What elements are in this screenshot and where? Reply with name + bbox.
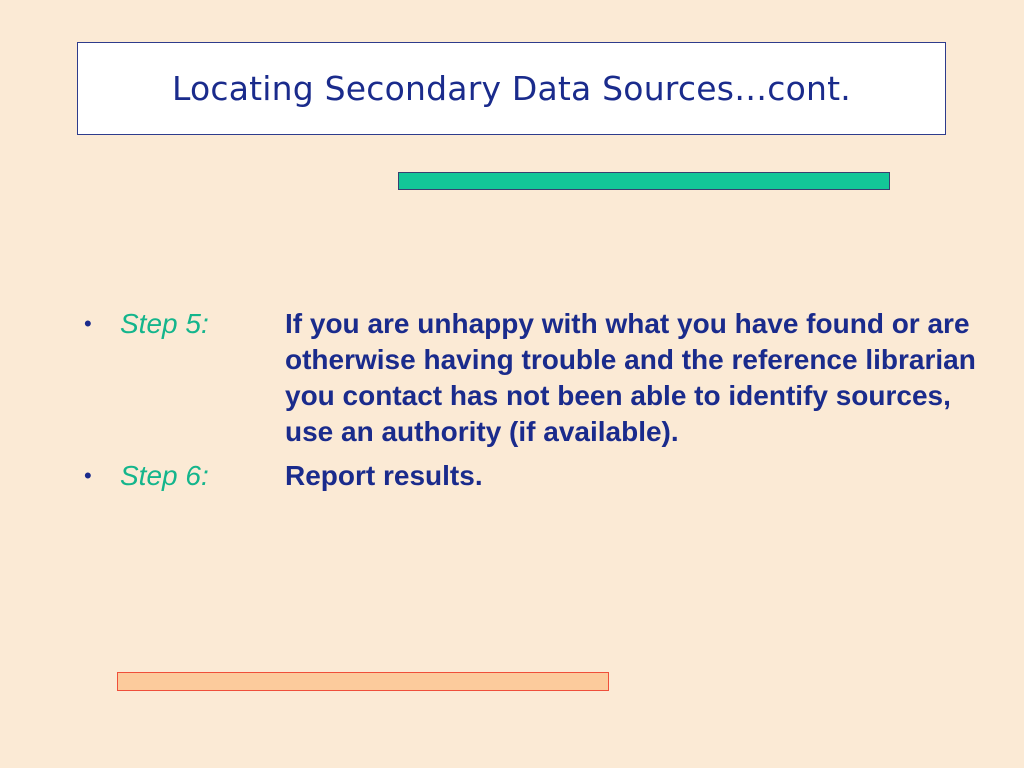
step-label: Step 6: xyxy=(120,460,209,491)
list-item xyxy=(80,458,990,494)
step-text: If you are unhappy with what you have found or are otherwise having trouble and the reference librarian you contact has not been able to identify sources, use an authority (if available). xyxy=(285,308,976,447)
decorative-bar-top xyxy=(398,172,890,190)
step-text: Report results. xyxy=(285,460,483,491)
slide-title: Locating Secondary Data Sources…cont. xyxy=(172,69,851,108)
step-label: Step 5: xyxy=(120,308,209,339)
list-item xyxy=(80,306,990,450)
bullet-marker: • xyxy=(84,463,92,488)
bullet-list xyxy=(80,306,990,502)
decorative-bar-bottom xyxy=(117,672,609,691)
title-box xyxy=(77,42,946,135)
bullet-marker: • xyxy=(84,311,92,336)
